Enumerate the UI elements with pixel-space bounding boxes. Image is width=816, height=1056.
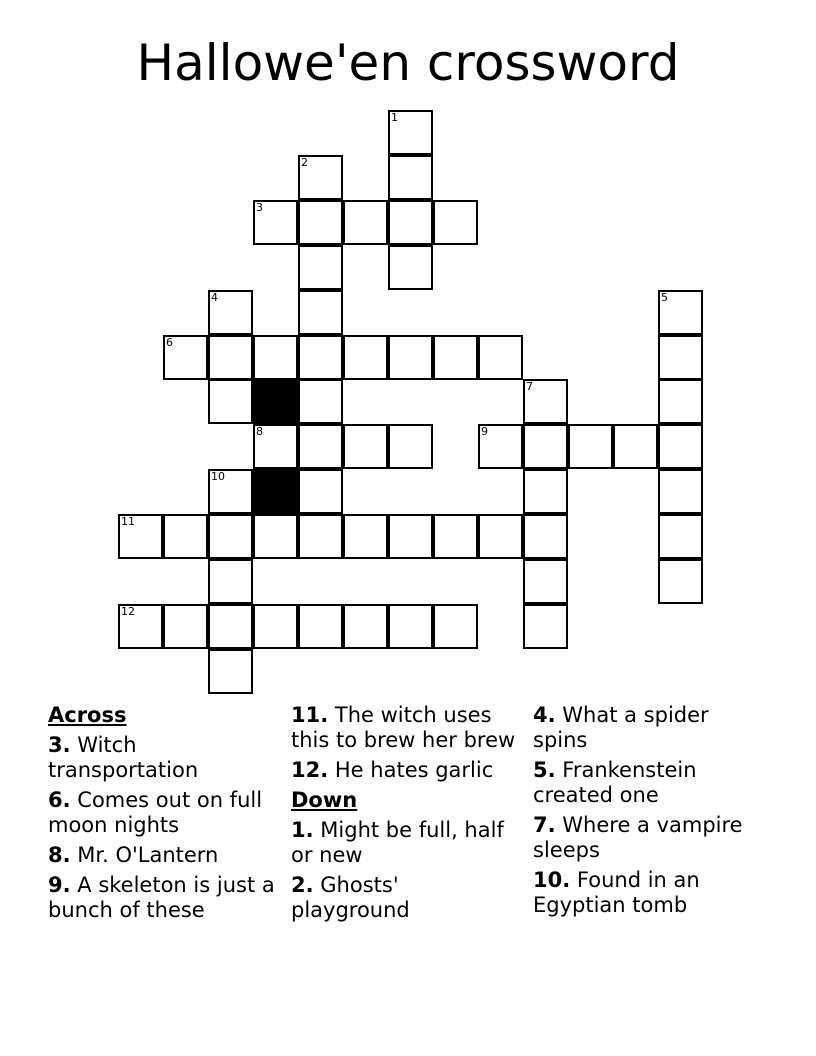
clue-down-2: 2. Ghosts' playground	[291, 873, 410, 922]
clues-column-1	[48, 703, 280, 928]
grid-cell[interactable]	[523, 379, 568, 424]
grid-cell[interactable]	[388, 245, 433, 290]
clue-number: 8	[256, 425, 263, 439]
black-cell	[253, 469, 298, 514]
grid-cell[interactable]	[253, 200, 298, 245]
grid-cell[interactable]	[298, 424, 343, 469]
grid-cell[interactable]	[613, 424, 658, 469]
clue-across-8: 8. Mr. O'Lantern	[48, 843, 219, 867]
clue-number: 7	[526, 380, 533, 394]
clue-number: 2	[301, 155, 308, 169]
clue-number: 1	[391, 111, 398, 124]
clue-number: 6	[166, 335, 173, 349]
grid-cell[interactable]	[253, 604, 298, 649]
grid-cell[interactable]	[568, 424, 613, 469]
grid-cell[interactable]	[388, 155, 433, 200]
grid-cell[interactable]	[658, 424, 703, 469]
clue-down-10: 10. Found in an Egyptian tomb	[533, 868, 700, 917]
grid-cell[interactable]	[343, 514, 388, 559]
grid-cell[interactable]	[298, 155, 343, 200]
grid-cell[interactable]	[433, 514, 478, 559]
grid-cell[interactable]	[208, 604, 253, 649]
grid-cell[interactable]	[523, 424, 568, 469]
grid-cell[interactable]	[343, 604, 388, 649]
clue-down-7: 7. Where a vampire sleeps	[533, 813, 743, 862]
grid-cell[interactable]	[163, 514, 208, 559]
grid-cell[interactable]	[343, 424, 388, 469]
grid-cell[interactable]	[658, 514, 703, 559]
grid-cell[interactable]	[298, 335, 343, 380]
grid-cell[interactable]	[658, 559, 703, 604]
clue-across-3: 3. Witch transportation	[48, 733, 199, 782]
grid-cell[interactable]	[388, 335, 433, 380]
clue-number: 10	[211, 470, 225, 484]
black-cell	[253, 379, 298, 424]
grid-cell[interactable]	[298, 604, 343, 649]
clue-across-12: 12. He hates garlic	[291, 758, 494, 782]
grid-cell[interactable]	[388, 110, 433, 155]
grid-cell[interactable]	[163, 604, 208, 649]
clues-column-3	[533, 703, 765, 923]
grid-cell[interactable]	[343, 335, 388, 380]
grid-cell[interactable]	[208, 559, 253, 604]
grid-cell[interactable]	[253, 514, 298, 559]
grid-cell[interactable]	[523, 559, 568, 604]
clue-down-1: 1. Might be full, half or new	[291, 818, 504, 867]
clue-across-6: 6. Comes out on full moon nights	[48, 788, 263, 837]
grid-cell[interactable]	[478, 514, 523, 559]
grid-cell[interactable]	[208, 379, 253, 424]
clue-number: 4	[211, 290, 218, 304]
grid-cell[interactable]	[298, 469, 343, 514]
clue-down-5: 5. Frankenstein created one	[533, 758, 697, 807]
grid-cell[interactable]	[658, 335, 703, 380]
clue-number: 9	[481, 425, 488, 439]
grid-cell[interactable]	[298, 245, 343, 290]
grid-cell[interactable]	[208, 335, 253, 380]
grid-cell[interactable]	[208, 649, 253, 694]
grid-cell[interactable]	[523, 604, 568, 649]
grid-cell[interactable]	[388, 424, 433, 469]
clue-number: 12	[121, 604, 135, 618]
clue-number: 5	[661, 290, 668, 304]
down-heading: Down	[291, 788, 358, 812]
grid-cell[interactable]	[208, 469, 253, 514]
grid-cell[interactable]	[658, 379, 703, 424]
grid-cell[interactable]	[433, 335, 478, 380]
grid-cell[interactable]	[253, 424, 298, 469]
grid-cell[interactable]	[388, 604, 433, 649]
across-heading: Across	[48, 703, 127, 727]
clue-across-9: 9. A skeleton is just a bunch of these	[48, 873, 275, 922]
grid-cell[interactable]	[433, 604, 478, 649]
grid-cell[interactable]	[388, 514, 433, 559]
grid-cell[interactable]	[208, 514, 253, 559]
clue-down-4: 4. What a spider spins	[533, 703, 709, 752]
grid-cell[interactable]	[658, 469, 703, 514]
grid-cell[interactable]	[163, 335, 208, 380]
grid-cell[interactable]	[658, 290, 703, 335]
grid-cell[interactable]	[478, 335, 523, 380]
grid-cell[interactable]	[433, 200, 478, 245]
grid-cell[interactable]	[523, 514, 568, 559]
grid-cell[interactable]	[298, 379, 343, 424]
clue-across-11: 11. The witch uses this to brew her brew	[291, 703, 516, 752]
page-title: Hallowe'en crossword	[136, 34, 680, 92]
grid-cell[interactable]	[298, 514, 343, 559]
grid-cell[interactable]	[343, 200, 388, 245]
grid-cell[interactable]	[118, 604, 163, 649]
clue-number: 3	[256, 200, 263, 214]
grid-cell[interactable]	[478, 424, 523, 469]
grid-cell[interactable]	[388, 200, 433, 245]
grid-cell[interactable]	[208, 290, 253, 335]
grid-cell[interactable]	[523, 469, 568, 514]
grid-cell[interactable]	[298, 200, 343, 245]
clues-column-2	[291, 703, 523, 928]
grid-cell[interactable]	[298, 290, 343, 335]
clue-number: 11	[121, 515, 135, 529]
grid-cell[interactable]	[253, 335, 298, 380]
grid-cell[interactable]	[118, 514, 163, 559]
